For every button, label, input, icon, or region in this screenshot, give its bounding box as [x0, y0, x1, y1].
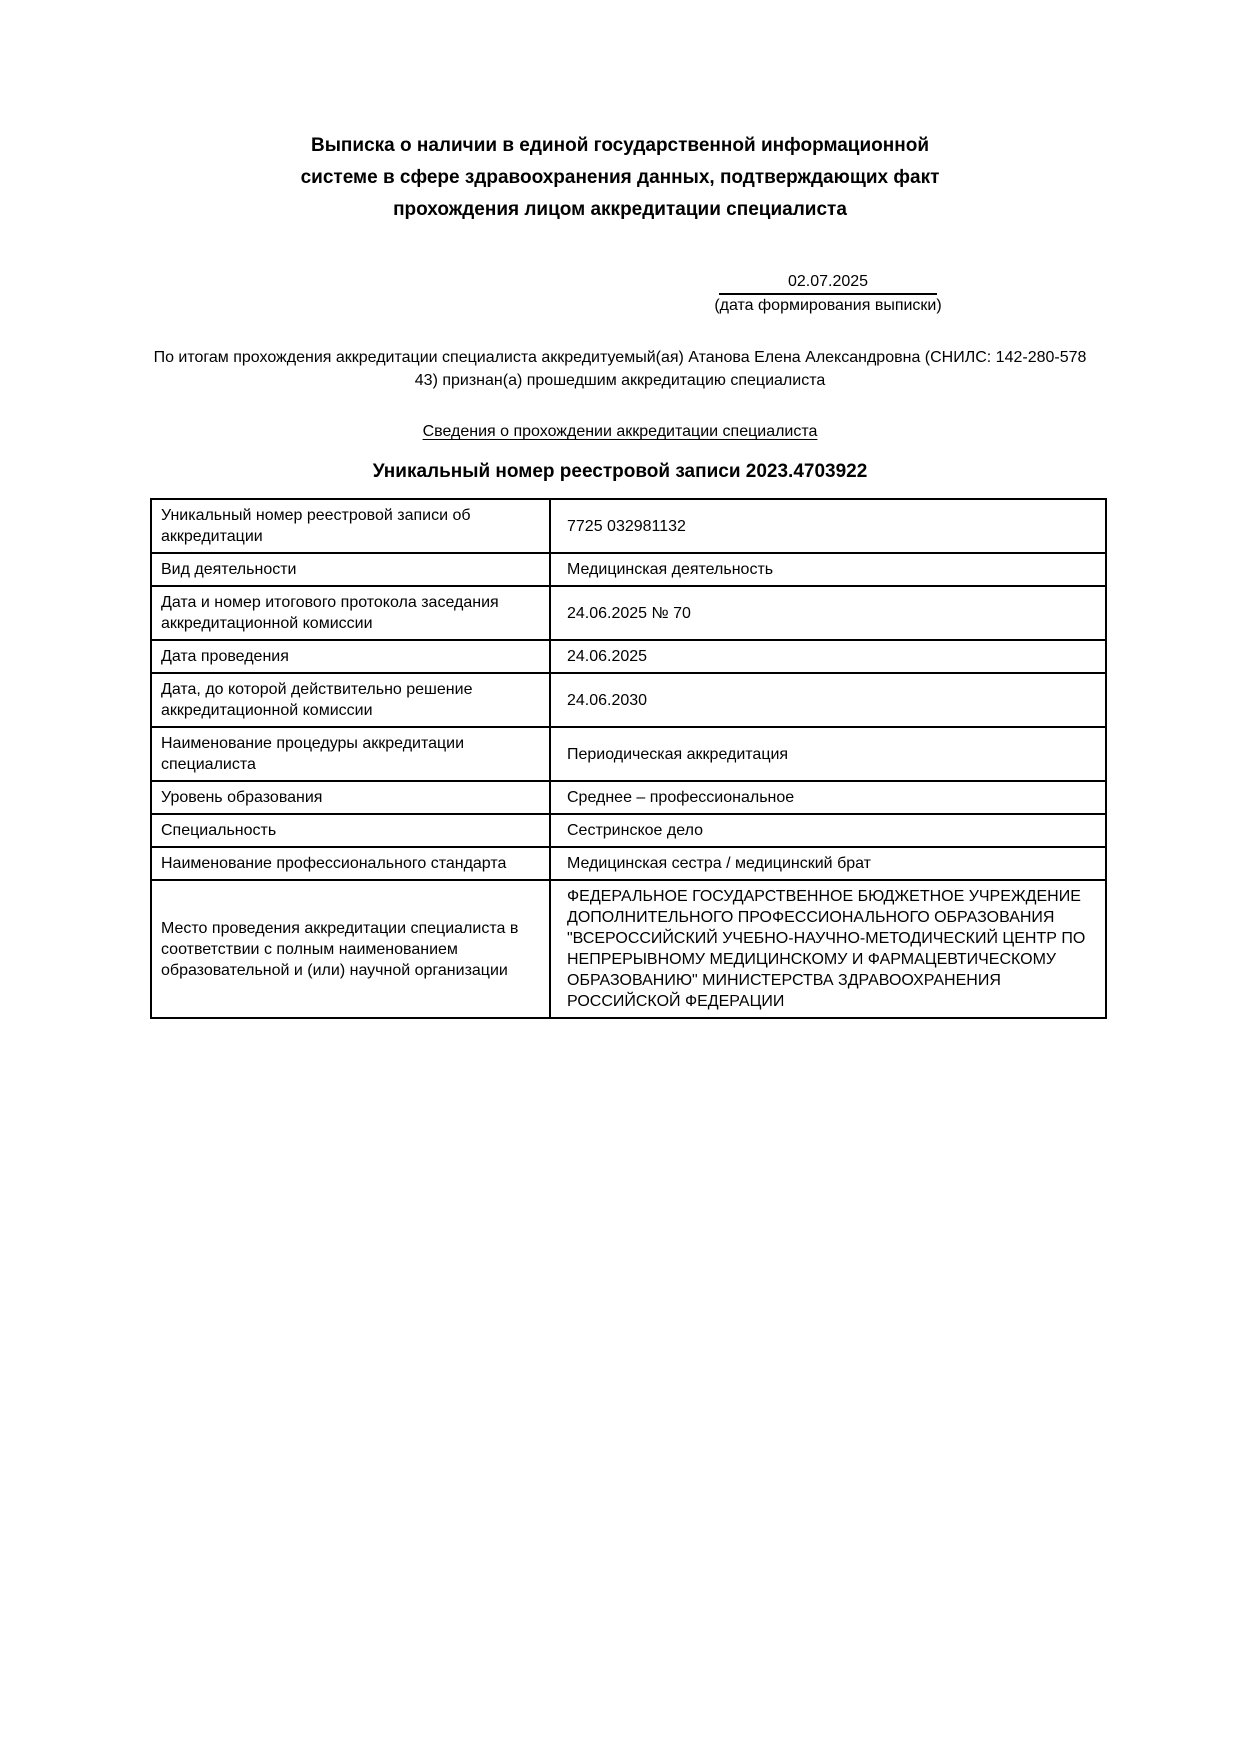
- row-value: Среднее – профессиональное: [550, 781, 1106, 814]
- row-value: Медицинская деятельность: [550, 553, 1106, 586]
- row-value: Медицинская сестра / медицинский брат: [550, 847, 1106, 880]
- row-value: 7725 032981132: [550, 499, 1106, 553]
- table-row: [151, 814, 1106, 847]
- issue-date-value: 02.07.2025: [719, 272, 937, 295]
- row-label: Место проведения аккредитации специалиста в соответствии с полным наименованием образовательной и (или) научной организации: [151, 880, 550, 1018]
- row-value: Периодическая аккредитация: [550, 727, 1106, 781]
- document-title-line-3: прохождения лицом аккредитации специалиста: [393, 199, 847, 220]
- table-row: [151, 781, 1106, 814]
- issue-date-block: [698, 272, 958, 316]
- row-label: Вид деятельности: [151, 553, 550, 586]
- document-title: [0, 130, 1240, 226]
- section-heading: Сведения о прохождении аккредитации специалиста: [422, 423, 818, 440]
- row-label: Дата и номер итогового протокола заседания аккредитационной комиссии: [151, 586, 550, 640]
- registry-number-heading: Уникальный номер реестровой записи 2023.4703922: [372, 461, 868, 482]
- row-label: Наименование процедуры аккредитации специалиста: [151, 727, 550, 781]
- row-label: Уровень образования: [151, 781, 550, 814]
- document-title-line-2: системе в сфере здравоохранения данных, подтверждающих факт: [300, 167, 940, 188]
- table-row: [151, 847, 1106, 880]
- intro-paragraph: По итогам прохождения аккредитации специалиста аккредитуемый(ая) Атанова Елена Александровна (СНИЛС: 142-280-578 43) признан(а) прошедшим аккредитацию специалиста: [153, 349, 1087, 389]
- row-value: 24.06.2025: [550, 640, 1106, 673]
- row-label: Уникальный номер реестровой записи об аккредитации: [151, 499, 550, 553]
- table-row: [151, 499, 1106, 553]
- table-row: [151, 673, 1106, 727]
- row-value: ФЕДЕРАЛЬНОЕ ГОСУДАРСТВЕННОЕ БЮДЖЕТНОЕ УЧРЕЖДЕНИЕ ДОПОЛНИТЕЛЬНОГО ПРОФЕССИОНАЛЬНОГО ОБРАЗОВАНИЯ "ВСЕРОССИЙСКИЙ УЧЕБНО-НАУЧНО-МЕТОДИЧЕСКИЙ ЦЕНТР ПО НЕПРЕРЫВНОМУ МЕДИЦИНСКОМУ И ФАРМАЦЕВТИЧЕСКОМУ ОБРАЗОВАНИЮ" МИНИСТЕРСТВА ЗДРАВООХРАНЕНИЯ РОССИЙСКОЙ ФЕДЕРАЦИИ: [550, 880, 1106, 1018]
- table-row: [151, 640, 1106, 673]
- row-value: 24.06.2030: [550, 673, 1106, 727]
- row-label: Дата проведения: [151, 640, 550, 673]
- table-row: [151, 586, 1106, 640]
- table-row: [151, 727, 1106, 781]
- document-title-line-1: Выписка о наличии в единой государственной информационной: [310, 135, 930, 156]
- table-row: [151, 553, 1106, 586]
- row-value: Сестринское дело: [550, 814, 1106, 847]
- row-label: Наименование профессионального стандарта: [151, 847, 550, 880]
- accreditation-details-table: [150, 498, 1107, 1019]
- table-row: [151, 880, 1106, 1018]
- row-label: Специальность: [151, 814, 550, 847]
- issue-date-caption: (дата формирования выписки): [714, 297, 942, 314]
- row-label: Дата, до которой действительно решение аккредитационной комиссии: [151, 673, 550, 727]
- row-value: 24.06.2025 № 70: [550, 586, 1106, 640]
